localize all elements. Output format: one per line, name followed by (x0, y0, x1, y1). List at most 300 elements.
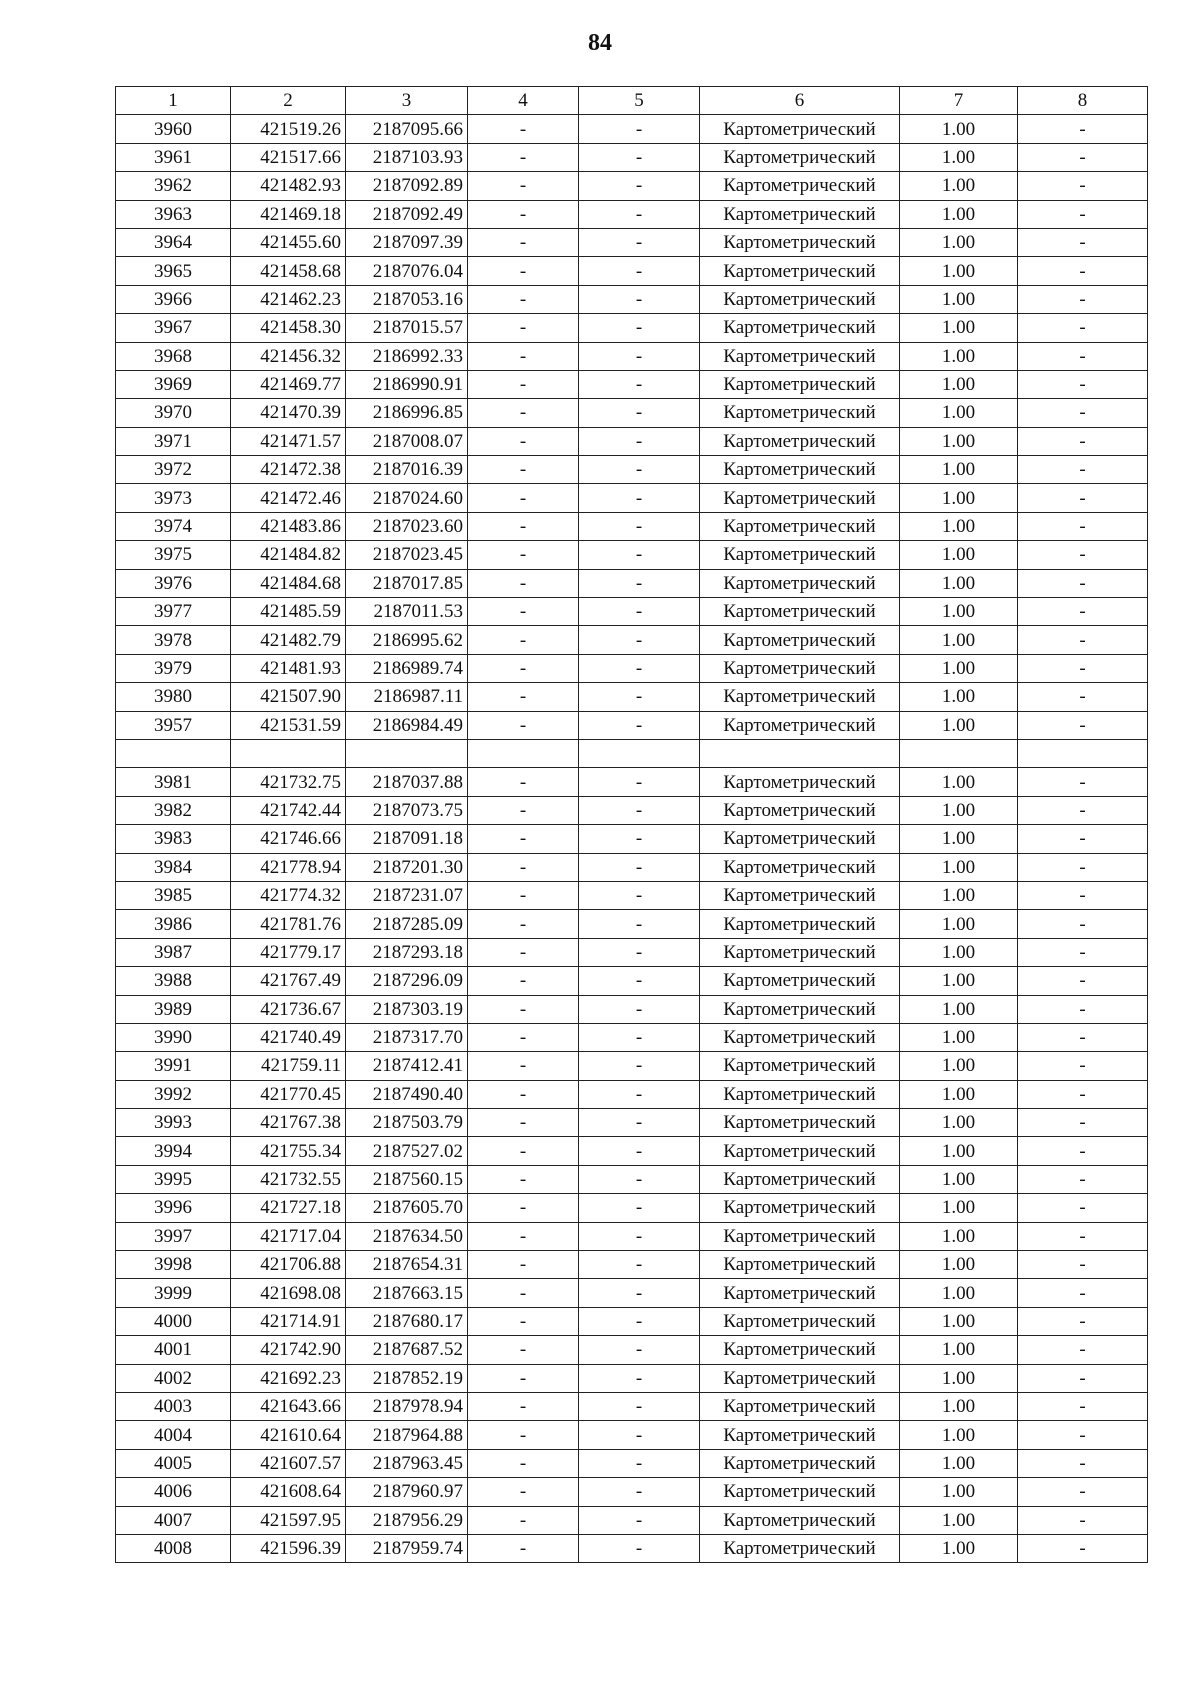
table-row (116, 1052, 1148, 1080)
table-cell: - (468, 1222, 579, 1250)
table-cell: - (468, 228, 579, 256)
table-cell: - (579, 314, 700, 342)
table-cell: - (468, 1279, 579, 1307)
table-cell: - (1018, 853, 1148, 881)
table-row (116, 1506, 1148, 1534)
table-cell: 2186987.11 (346, 683, 468, 711)
table-cell: - (468, 598, 579, 626)
table-cell: - (1018, 1222, 1148, 1250)
table-cell: 2187037.88 (346, 768, 468, 796)
table-row (116, 711, 1148, 739)
table-cell: 3982 (116, 796, 231, 824)
table-cell: - (579, 654, 700, 682)
table-cell: 421774.32 (231, 881, 346, 909)
table-cell: 421596.39 (231, 1534, 346, 1562)
empty-cell (468, 739, 579, 767)
table-cell: - (468, 143, 579, 171)
table-cell: - (579, 1449, 700, 1477)
table-cell: - (579, 995, 700, 1023)
table-cell: 3992 (116, 1080, 231, 1108)
table-cell: - (579, 257, 700, 285)
table-cell: 421507.90 (231, 683, 346, 711)
table-row (116, 626, 1148, 654)
table-cell: 3991 (116, 1052, 231, 1080)
table-cell: Картометрический (700, 1449, 900, 1477)
header-cell: 4 (468, 87, 579, 115)
table-cell: 1.00 (900, 796, 1018, 824)
table-cell: - (579, 853, 700, 881)
table-cell: 2187024.60 (346, 484, 468, 512)
table-cell: 2187103.93 (346, 143, 468, 171)
table-cell: 1.00 (900, 512, 1018, 540)
table-cell: 1.00 (900, 1392, 1018, 1420)
table-cell: 1.00 (900, 1137, 1018, 1165)
table-cell: 1.00 (900, 825, 1018, 853)
table-cell: - (468, 768, 579, 796)
table-cell: 421472.38 (231, 456, 346, 484)
table-cell: - (579, 1478, 700, 1506)
table-cell: - (1018, 484, 1148, 512)
table-cell: - (468, 881, 579, 909)
table-cell: 1.00 (900, 598, 1018, 626)
table-cell: 421746.66 (231, 825, 346, 853)
table-cell: 1.00 (900, 456, 1018, 484)
table-cell: Картометрический (700, 456, 900, 484)
table-cell: 1.00 (900, 881, 1018, 909)
table-cell: - (579, 228, 700, 256)
table-cell: 421755.34 (231, 1137, 346, 1165)
table-cell: 1.00 (900, 711, 1018, 739)
table-cell: - (1018, 1307, 1148, 1335)
table-cell: - (579, 1222, 700, 1250)
table-cell: Картометрический (700, 484, 900, 512)
table-cell: - (468, 938, 579, 966)
table-cell: 421458.68 (231, 257, 346, 285)
table-cell: - (468, 285, 579, 313)
table-cell: Картометрический (700, 1478, 900, 1506)
table-cell: 2187959.74 (346, 1534, 468, 1562)
table-cell: - (1018, 938, 1148, 966)
table-row (116, 995, 1148, 1023)
table-cell: 3985 (116, 881, 231, 909)
table-cell: 421482.79 (231, 626, 346, 654)
table-cell: - (579, 285, 700, 313)
table-cell: - (468, 399, 579, 427)
table-cell: - (468, 1336, 579, 1364)
empty-cell (116, 739, 231, 767)
table-cell: - (468, 1421, 579, 1449)
table-cell: Картометрический (700, 314, 900, 342)
table-cell: 421706.88 (231, 1251, 346, 1279)
table-cell: 3974 (116, 512, 231, 540)
table-cell: Картометрический (700, 257, 900, 285)
table-cell: 3995 (116, 1165, 231, 1193)
table-cell: 3978 (116, 626, 231, 654)
table-cell: 2187095.66 (346, 115, 468, 143)
table-cell: 1.00 (900, 1506, 1018, 1534)
table-cell: - (579, 1279, 700, 1307)
table-cell: - (1018, 1506, 1148, 1534)
table-cell: - (468, 1023, 579, 1051)
header-cell: 7 (900, 87, 1018, 115)
table-cell: 421740.49 (231, 1023, 346, 1051)
table-row (116, 796, 1148, 824)
table-cell: 2187296.09 (346, 967, 468, 995)
table-cell: - (1018, 456, 1148, 484)
table-cell: - (1018, 796, 1148, 824)
table-cell: 1.00 (900, 1023, 1018, 1051)
table-cell: 2186992.33 (346, 342, 468, 370)
table-cell: 3972 (116, 456, 231, 484)
table-cell: 1.00 (900, 938, 1018, 966)
table-cell: - (1018, 285, 1148, 313)
table-cell: - (579, 143, 700, 171)
table-cell: - (579, 626, 700, 654)
table-cell: - (1018, 1364, 1148, 1392)
table-cell: - (579, 456, 700, 484)
table-cell: 3987 (116, 938, 231, 966)
table-cell: Картометрический (700, 598, 900, 626)
table-cell: - (468, 995, 579, 1023)
table-cell: 1.00 (900, 683, 1018, 711)
table-cell: - (468, 967, 579, 995)
table-cell: 1.00 (900, 569, 1018, 597)
table-cell: - (1018, 228, 1148, 256)
table-cell: - (579, 967, 700, 995)
table-cell: 421471.57 (231, 427, 346, 455)
table-row (116, 1478, 1148, 1506)
table-cell: 2187092.89 (346, 172, 468, 200)
table-cell: - (579, 342, 700, 370)
table-cell: - (579, 1251, 700, 1279)
table-cell: 1.00 (900, 1080, 1018, 1108)
table-cell: 421643.66 (231, 1392, 346, 1420)
table-cell: 3960 (116, 115, 231, 143)
table-cell: - (1018, 314, 1148, 342)
table-cell: 421458.30 (231, 314, 346, 342)
table-row (116, 1080, 1148, 1108)
table-cell: 1.00 (900, 399, 1018, 427)
table-cell: - (579, 598, 700, 626)
table-cell: - (1018, 1165, 1148, 1193)
table-cell: 3962 (116, 172, 231, 200)
table-cell: 1.00 (900, 342, 1018, 370)
table-cell: - (1018, 342, 1148, 370)
table-cell: Картометрический (700, 1251, 900, 1279)
table-cell: 1.00 (900, 768, 1018, 796)
table-cell: 4005 (116, 1449, 231, 1477)
header-cell: 2 (231, 87, 346, 115)
table-cell: 421778.94 (231, 853, 346, 881)
empty-cell (900, 739, 1018, 767)
table-cell: 1.00 (900, 257, 1018, 285)
table-cell: - (1018, 598, 1148, 626)
table-cell: 2186995.62 (346, 626, 468, 654)
table-cell: 421484.82 (231, 541, 346, 569)
table-cell: 2187663.15 (346, 1279, 468, 1307)
table-cell: 421455.60 (231, 228, 346, 256)
table-cell: 4003 (116, 1392, 231, 1420)
table-row (116, 1279, 1148, 1307)
table-row (116, 1165, 1148, 1193)
table-cell: 2187097.39 (346, 228, 468, 256)
table-cell: - (579, 796, 700, 824)
table-row (116, 1364, 1148, 1392)
table-cell: - (1018, 626, 1148, 654)
table-cell: 3963 (116, 200, 231, 228)
table-cell: 3957 (116, 711, 231, 739)
table-cell: - (1018, 200, 1148, 228)
table-row (116, 1109, 1148, 1137)
table-cell: 3969 (116, 370, 231, 398)
table-cell: 1.00 (900, 1052, 1018, 1080)
table-cell: - (579, 115, 700, 143)
table-cell: 1.00 (900, 427, 1018, 455)
table-cell: - (1018, 1052, 1148, 1080)
table-cell: 3998 (116, 1251, 231, 1279)
table-row (116, 541, 1148, 569)
table-cell: 1.00 (900, 654, 1018, 682)
table-cell: Картометрический (700, 626, 900, 654)
table-cell: 1.00 (900, 541, 1018, 569)
table-row (116, 1336, 1148, 1364)
table-row (116, 825, 1148, 853)
table-cell: Картометрический (700, 881, 900, 909)
header-cell: 8 (1018, 87, 1148, 115)
table-cell: 421779.17 (231, 938, 346, 966)
table-cell: 421781.76 (231, 910, 346, 938)
table-cell: 421767.38 (231, 1109, 346, 1137)
table-cell: Картометрический (700, 1506, 900, 1534)
table-cell: 2187978.94 (346, 1392, 468, 1420)
table-cell: - (468, 1449, 579, 1477)
table-row (116, 1251, 1148, 1279)
table-cell: 1.00 (900, 1251, 1018, 1279)
table-cell: 3971 (116, 427, 231, 455)
table-cell: Картометрический (700, 853, 900, 881)
table-cell: 1.00 (900, 200, 1018, 228)
table-cell: - (579, 1336, 700, 1364)
table-cell: - (1018, 512, 1148, 540)
table-cell: 1.00 (900, 228, 1018, 256)
table-cell: 4001 (116, 1336, 231, 1364)
table-cell: - (468, 825, 579, 853)
table-cell: - (1018, 370, 1148, 398)
table-cell: 421482.93 (231, 172, 346, 200)
table-row (116, 427, 1148, 455)
table-cell: - (468, 1052, 579, 1080)
table-cell: 421732.75 (231, 768, 346, 796)
table-cell: Картометрический (700, 654, 900, 682)
table-cell: 2186984.49 (346, 711, 468, 739)
table-cell: 3986 (116, 910, 231, 938)
table-cell: Картометрический (700, 796, 900, 824)
table-cell: 2186989.74 (346, 654, 468, 682)
table-cell: - (579, 1506, 700, 1534)
table-cell: 3994 (116, 1137, 231, 1165)
table-cell: 421472.46 (231, 484, 346, 512)
header-cell: 5 (579, 87, 700, 115)
table-cell: - (468, 654, 579, 682)
table-cell: - (468, 1506, 579, 1534)
table-row (116, 370, 1148, 398)
table-cell: Картометрический (700, 1307, 900, 1335)
table-row (116, 257, 1148, 285)
table-cell: 421767.49 (231, 967, 346, 995)
table-cell: Картометрический (700, 1109, 900, 1137)
table-cell: 4007 (116, 1506, 231, 1534)
table-cell: 2187076.04 (346, 257, 468, 285)
table-row (116, 342, 1148, 370)
table-cell: Картометрический (700, 1023, 900, 1051)
table-cell: - (579, 484, 700, 512)
table-row (116, 1194, 1148, 1222)
table-cell: 421456.32 (231, 342, 346, 370)
table-row (116, 512, 1148, 540)
table-row (116, 1449, 1148, 1477)
table-cell: - (1018, 1194, 1148, 1222)
table-cell: 2187490.40 (346, 1080, 468, 1108)
table-cell: - (468, 342, 579, 370)
table-cell: 421742.90 (231, 1336, 346, 1364)
table-cell: Картометрический (700, 569, 900, 597)
table-cell: - (1018, 1109, 1148, 1137)
table-cell: - (579, 768, 700, 796)
header-cell: 1 (116, 87, 231, 115)
table-cell: Картометрический (700, 768, 900, 796)
table-cell: 3975 (116, 541, 231, 569)
table-cell: - (468, 711, 579, 739)
table-row (116, 1534, 1148, 1562)
table-cell: - (468, 1478, 579, 1506)
table-cell: Картометрический (700, 1279, 900, 1307)
table-cell: - (579, 1392, 700, 1420)
table-cell: - (468, 1251, 579, 1279)
table-cell: - (579, 1052, 700, 1080)
table-cell: Картометрический (700, 143, 900, 171)
table-cell: - (468, 569, 579, 597)
table-row (116, 314, 1148, 342)
table-cell: - (468, 1307, 579, 1335)
table-cell: 1.00 (900, 314, 1018, 342)
empty-cell (231, 739, 346, 767)
table-row (116, 768, 1148, 796)
table-cell: - (1018, 569, 1148, 597)
table-cell: 3996 (116, 1194, 231, 1222)
table-cell: 2187293.18 (346, 938, 468, 966)
table-cell: Картометрический (700, 1137, 900, 1165)
table-cell: 2187073.75 (346, 796, 468, 824)
table-cell: - (1018, 654, 1148, 682)
table-row (116, 228, 1148, 256)
table-cell: - (468, 1534, 579, 1562)
table-cell: 2187092.49 (346, 200, 468, 228)
table-cell: 2187654.31 (346, 1251, 468, 1279)
table-cell: - (468, 1392, 579, 1420)
table-cell: 1.00 (900, 967, 1018, 995)
empty-cell (579, 739, 700, 767)
table-cell: Картометрический (700, 200, 900, 228)
table-cell: 2187201.30 (346, 853, 468, 881)
table-cell: 2187017.85 (346, 569, 468, 597)
table-cell: 2187015.57 (346, 314, 468, 342)
table-cell: - (468, 512, 579, 540)
table-cell: 421732.55 (231, 1165, 346, 1193)
table-cell: 3997 (116, 1222, 231, 1250)
table-cell: - (468, 1080, 579, 1108)
table-cell: 1.00 (900, 1421, 1018, 1449)
table-cell: 2187956.29 (346, 1506, 468, 1534)
table-cell: Картометрический (700, 1336, 900, 1364)
table-cell: Картометрический (700, 825, 900, 853)
table-cell: 3993 (116, 1109, 231, 1137)
table-cell: Картометрический (700, 1080, 900, 1108)
table-row (116, 910, 1148, 938)
table-cell: 1.00 (900, 285, 1018, 313)
table-cell: - (579, 1194, 700, 1222)
table-cell: - (1018, 115, 1148, 143)
table-cell: - (579, 569, 700, 597)
table-cell: - (468, 541, 579, 569)
table-cell: - (468, 853, 579, 881)
table-cell: 4000 (116, 1307, 231, 1335)
table-cell: - (1018, 541, 1148, 569)
table-cell: 421714.91 (231, 1307, 346, 1335)
table-cell: Картометрический (700, 370, 900, 398)
table-cell: - (579, 683, 700, 711)
empty-cell (346, 739, 468, 767)
table-cell: 3980 (116, 683, 231, 711)
table-cell: - (1018, 172, 1148, 200)
table-cell: - (1018, 1251, 1148, 1279)
table-cell: - (1018, 683, 1148, 711)
table-cell: 421481.93 (231, 654, 346, 682)
table-cell: Картометрический (700, 910, 900, 938)
table-cell: - (579, 881, 700, 909)
table-cell: - (579, 910, 700, 938)
table-row (116, 456, 1148, 484)
table-cell: - (468, 200, 579, 228)
table-cell: 1.00 (900, 1279, 1018, 1307)
table-cell: 2187023.45 (346, 541, 468, 569)
table-cell: Картометрический (700, 938, 900, 966)
table-cell: 421597.95 (231, 1506, 346, 1534)
table-cell: 3966 (116, 285, 231, 313)
table-cell: 3970 (116, 399, 231, 427)
table-cell: 4002 (116, 1364, 231, 1392)
table-row (116, 1421, 1148, 1449)
table-cell: - (579, 399, 700, 427)
table-row (116, 967, 1148, 995)
table-row (116, 200, 1148, 228)
table-cell: 2187016.39 (346, 456, 468, 484)
table-cell: 1.00 (900, 1165, 1018, 1193)
table-cell: Картометрический (700, 228, 900, 256)
table-cell: 2187011.53 (346, 598, 468, 626)
table-cell: 1.00 (900, 995, 1018, 1023)
table-cell: 421469.77 (231, 370, 346, 398)
table-cell: 421483.86 (231, 512, 346, 540)
table-cell: Картометрический (700, 285, 900, 313)
table-cell: - (579, 1534, 700, 1562)
table-cell: 421608.64 (231, 1478, 346, 1506)
header-row (116, 87, 1148, 115)
table-cell: - (579, 825, 700, 853)
table-cell: 1.00 (900, 172, 1018, 200)
table-cell: 3976 (116, 569, 231, 597)
table-cell: 2187964.88 (346, 1421, 468, 1449)
table-cell: 2187285.09 (346, 910, 468, 938)
